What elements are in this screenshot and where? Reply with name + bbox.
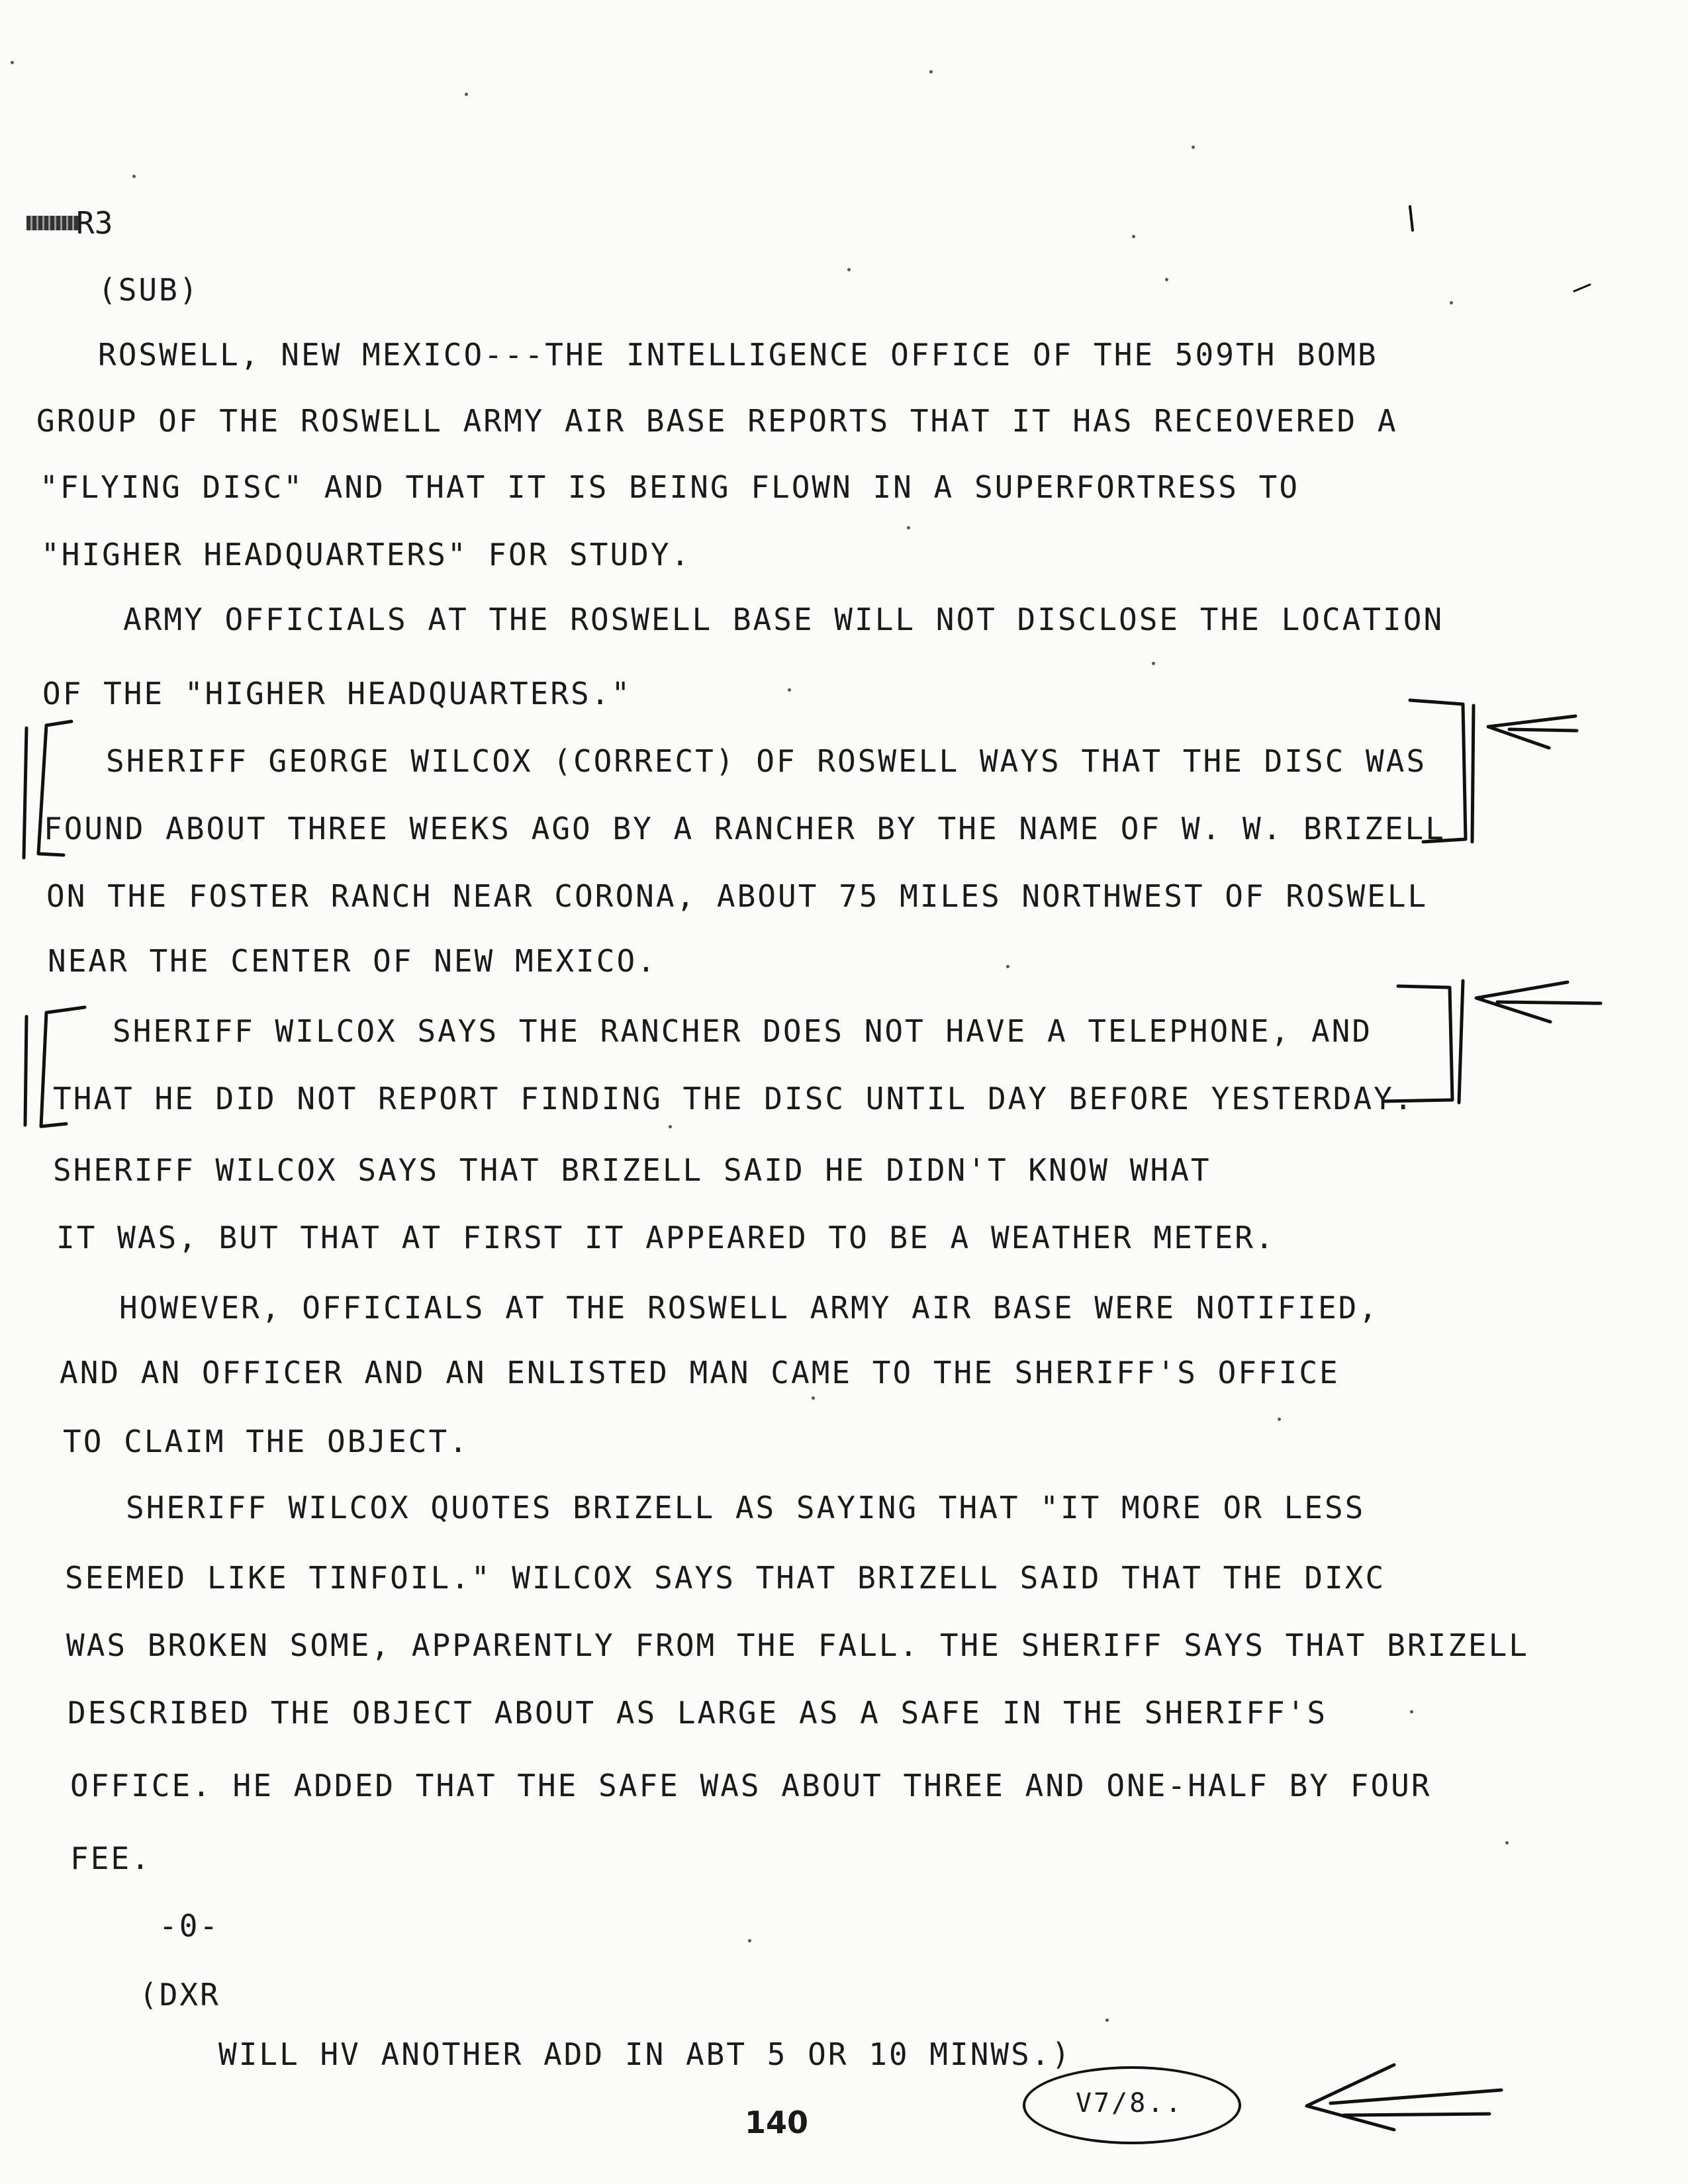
- text-line: WAS BROKEN SOME, APPARENTLY FROM THE FALL. THE SHERIFF SAYS THAT BRIZELL: [66, 1627, 1529, 1663]
- arrow-left-icon: [1307, 2065, 1501, 2130]
- text-line: HOWEVER, OFFICIALS AT THE ROSWELL ARMY AIR BASE WERE NOTIFIED,: [119, 1290, 1380, 1326]
- scan-speck: [1132, 235, 1135, 238]
- text-line: -0-: [159, 1908, 220, 1944]
- text-line: ON THE FOSTER RANCH NEAR CORONA, ABOUT 75 MILES NORTHWEST OF ROSWELL: [46, 878, 1429, 914]
- scan-speck: [1278, 1418, 1281, 1421]
- arrow-left-icon: [1476, 982, 1601, 1022]
- text-line: "FLYING DISC" AND THAT IT IS BEING FLOWN IN A SUPERFORTRESS TO: [40, 469, 1300, 505]
- scan-speck: [847, 268, 851, 271]
- scan-speck: [1192, 146, 1195, 149]
- scan-speck: [907, 526, 910, 529]
- text-line: DESCRIBED THE OBJECT ABOUT AS LARGE AS A SAFE IN THE SHERIFF'S: [68, 1695, 1328, 1731]
- scan-speck: [132, 175, 136, 178]
- scan-speck: [1410, 1710, 1413, 1713]
- scan-speck: [1152, 662, 1155, 665]
- page-number: 140: [745, 2105, 809, 2140]
- text-line: WILL HV ANOTHER ADD IN ABT 5 OR 10 MINWS.): [218, 2036, 1072, 2072]
- scan-speck: [929, 70, 933, 73]
- text-line: (SUB): [98, 272, 200, 308]
- scan-speck: [465, 93, 468, 96]
- scan-speck: [812, 1396, 815, 1400]
- slug: R3: [76, 205, 113, 241]
- text-line: FEE.: [70, 1841, 152, 1876]
- text-line: THAT HE DID NOT REPORT FINDING THE DISC UNTIL DAY BEFORE YESTERDAY.: [53, 1081, 1415, 1116]
- text-line: ROSWELL, NEW MEXICO---THE INTELLIGENCE OFFICE OF THE 509TH BOMB: [98, 337, 1378, 373]
- text-line: ARMY OFFICIALS AT THE ROSWELL BASE WILL NOT DISCLOSE THE LOCATION: [123, 602, 1444, 637]
- circled-note: V7/8..: [1076, 2088, 1184, 2118]
- text-line: OFFICE. HE ADDED THAT THE SAFE WAS ABOUT THREE AND ONE-HALF BY FOUR: [70, 1768, 1432, 1803]
- text-line: IT WAS, BUT THAT AT FIRST IT APPEARED TO BE A WEATHER METER.: [56, 1220, 1276, 1255]
- text-line: SEEMED LIKE TINFOIL." WILCOX SAYS THAT BRIZELL SAID THAT THE DIXC: [65, 1560, 1386, 1596]
- scan-speck: [748, 1939, 751, 1942]
- scan-speck: [1450, 301, 1453, 304]
- text-line: "HIGHER HEADQUARTERS" FOR STUDY.: [41, 537, 692, 572]
- text-line: SHERIFF WILCOX SAYS THE RANCHER DOES NOT HAVE A TELEPHONE, AND: [113, 1013, 1373, 1049]
- scan-speck: [788, 688, 791, 692]
- text-line: SHERIFF WILCOX SAYS THAT BRIZELL SAID HE DIDN'T KNOW WHAT: [53, 1152, 1211, 1188]
- text-line: NEAR THE CENTER OF NEW MEXICO.: [48, 943, 657, 979]
- text-line: GROUP OF THE ROSWELL ARMY AIR BASE REPORTS THAT IT HAS RECEOVERED A: [36, 403, 1398, 439]
- scan-speck: [1505, 1841, 1509, 1844]
- text-line: FOUND ABOUT THREE WEEKS AGO BY A RANCHER BY THE NAME OF W. W. BRIZELL: [44, 811, 1446, 846]
- scan-speck: [1165, 278, 1168, 281]
- scan-speck: [11, 61, 14, 64]
- scan-speck: [1006, 965, 1009, 968]
- text-line: SHERIFF GEORGE WILCOX (CORRECT) OF ROSWELL WAYS THAT THE DISC WAS: [106, 743, 1427, 779]
- text-line: SHERIFF WILCOX QUOTES BRIZELL AS SAYING THAT "IT MORE OR LESS: [126, 1490, 1366, 1525]
- text-line: OF THE "HIGHER HEADQUARTERS.": [42, 676, 632, 711]
- text-line: (DXR: [139, 1977, 220, 2013]
- scan-speck: [1105, 2019, 1109, 2022]
- arrow-left-icon: [1488, 716, 1577, 748]
- text-line: AND AN OFFICER AND AN ENLISTED MAN CAME TO THE SHERIFF'S OFFICE: [60, 1355, 1340, 1390]
- redacted-slug-mark: [26, 216, 79, 230]
- text-line: TO CLAIM THE OBJECT.: [63, 1424, 469, 1459]
- scan-speck: [669, 1125, 672, 1128]
